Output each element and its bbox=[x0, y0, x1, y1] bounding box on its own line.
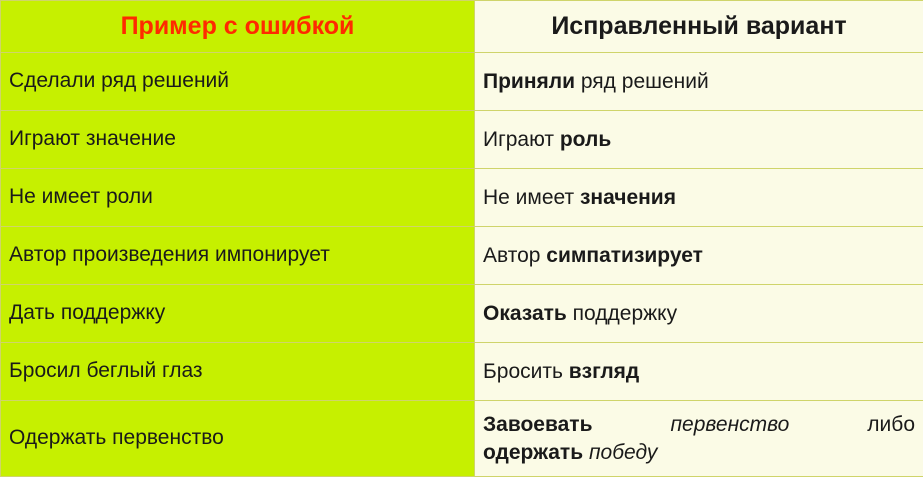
cell-error-example: Играют значение bbox=[1, 111, 475, 169]
cell-error-example: Автор произведения импонирует bbox=[1, 227, 475, 285]
text-fragment: одержать bbox=[483, 441, 583, 464]
text-fragment: либо bbox=[789, 413, 915, 436]
table-row bbox=[1, 227, 923, 285]
cell-corrected-variant bbox=[475, 227, 923, 285]
text-fragment: поддержку bbox=[567, 302, 677, 325]
column-header-corrected: Исправленный вариант bbox=[475, 1, 923, 53]
cell-error-example: Бросил беглый глаз bbox=[1, 343, 475, 401]
text-fragment: Автор bbox=[483, 244, 546, 267]
text-fragment: значения bbox=[580, 186, 676, 209]
text-fragment: ряд решений bbox=[575, 70, 709, 93]
text-fragment: роль bbox=[560, 128, 611, 151]
table-body bbox=[1, 53, 923, 477]
text-fragment: симпатизирует bbox=[546, 244, 703, 267]
table-row bbox=[1, 401, 923, 477]
header-row bbox=[1, 1, 923, 53]
text-fragment: первенство bbox=[592, 413, 789, 436]
cell-corrected-variant bbox=[475, 53, 923, 111]
cell-error-example: Одержать первенство bbox=[1, 401, 475, 477]
cell-corrected-variant bbox=[475, 343, 923, 401]
text-fragment: Играют bbox=[483, 128, 560, 151]
text-fragment: Оказать bbox=[483, 302, 567, 325]
cell-error-example: Сделали ряд решений bbox=[1, 53, 475, 111]
text-line bbox=[483, 439, 915, 466]
column-header-error: Пример с ошибкой bbox=[1, 1, 475, 53]
text-fragment: Не имеет bbox=[483, 186, 580, 209]
cell-error-example: Дать поддержку bbox=[1, 285, 475, 343]
cell-corrected-variant bbox=[475, 401, 923, 477]
text-fragment: взгляд bbox=[569, 360, 640, 383]
text-fragment: победу bbox=[583, 441, 657, 464]
table-header bbox=[1, 1, 923, 53]
table-row bbox=[1, 343, 923, 401]
cell-corrected-variant bbox=[475, 169, 923, 227]
text-fragment: Бросить bbox=[483, 360, 569, 383]
text-fragment: Приняли bbox=[483, 70, 575, 93]
table-row bbox=[1, 169, 923, 227]
text-line bbox=[483, 411, 915, 438]
table-row bbox=[1, 53, 923, 111]
table-row bbox=[1, 111, 923, 169]
table-row bbox=[1, 285, 923, 343]
text-fragment: Завоевать bbox=[483, 413, 592, 436]
cell-error-example: Не имеет роли bbox=[1, 169, 475, 227]
cell-corrected-variant bbox=[475, 111, 923, 169]
cell-corrected-variant bbox=[475, 285, 923, 343]
